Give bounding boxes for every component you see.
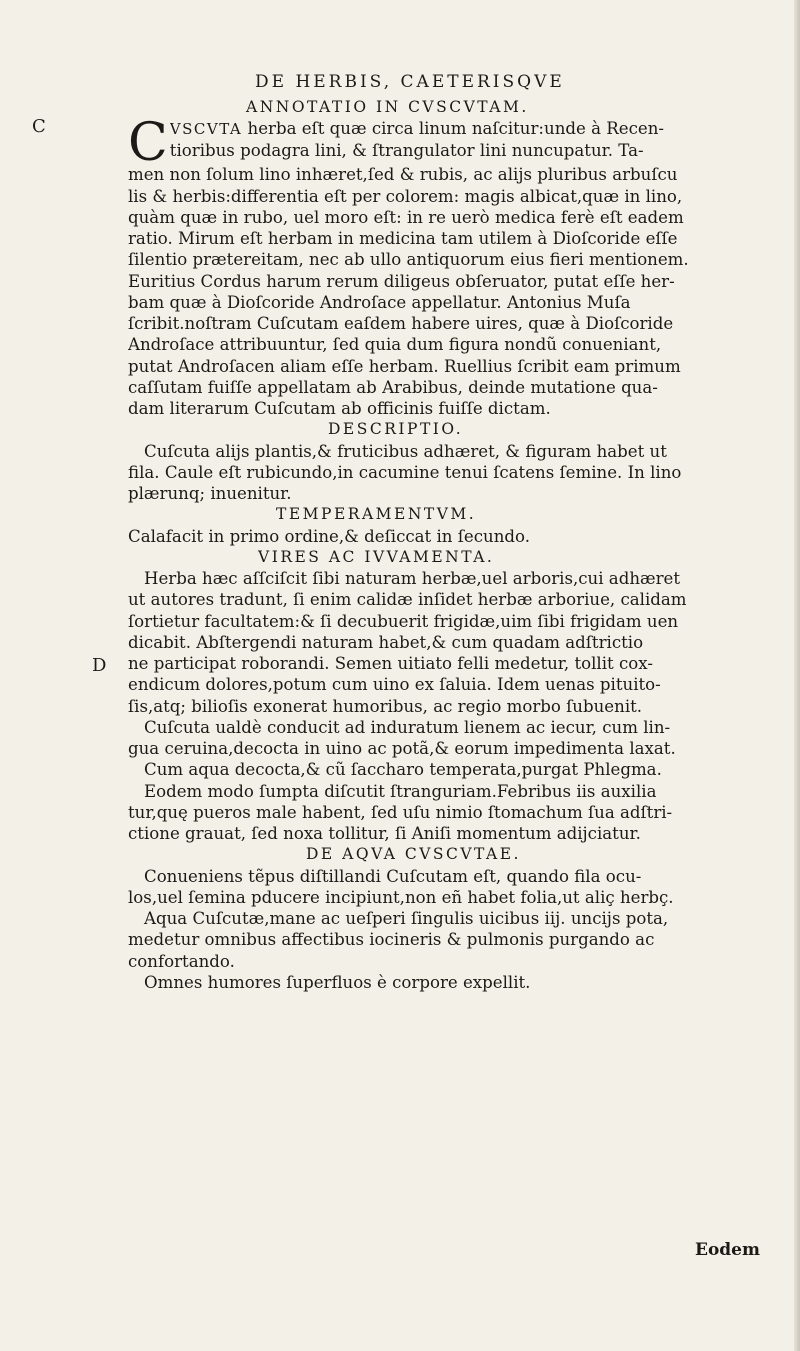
- section-heading-temperamentum: TEMPERAMENTVM.: [276, 505, 477, 524]
- text-line: ctione grauat, ſed noxa tollitur, ſi Aniſi momentum adijciatur.: [128, 824, 641, 843]
- text-line: dam literarum Cuſcutam ab officinis fuiſſe dictam.: [128, 399, 551, 418]
- text-line: confortando.: [128, 951, 235, 971]
- text-line: Omnes humores ſuperfluos è corpore expellit.: [144, 972, 531, 992]
- catchword: Eodem: [695, 1240, 760, 1260]
- text-line: VSCVTA herba eſt quæ circa linum naſcitur:unde à Recen-: [169, 119, 664, 139]
- section-heading-vires: VIRES AC IVVAMENTA.: [258, 547, 495, 566]
- text-column: [128, 97, 768, 993]
- text-line: dicabit. Abſtergendi naturam habet,& cum quadam adſtrictio: [128, 632, 644, 652]
- section-heading-de-aqua: DE AQVA CVSCVTAE.: [306, 845, 521, 864]
- text-line: ſilentio prætereitam, nec ab ullo antiquorum eius fieri mentionem.: [128, 250, 689, 270]
- margin-letter-d: D: [92, 655, 107, 676]
- text-line: Herba hæc aſſciſcit ſibi naturam herbæ,uel arboris,cui adhæret: [144, 569, 681, 588]
- text-line: lis & herbis:differentia eſt per colorem: magis albicat,quæ in lino,: [128, 186, 683, 206]
- first-word-caps: VSCVTA: [169, 120, 243, 139]
- text-line: Euritius Cordus harum rerum diligeus obſeruator, putat eſſe her-: [128, 271, 675, 291]
- text-line: Conueniens tẽpus diſtillandi Cuſcutam eſt, quando fila ocu-: [144, 866, 642, 886]
- text-line: bam quæ à Dioſcoride Androſace appellatur. Antonius Muſa: [128, 292, 631, 312]
- text-line: ſortietur facultatem:& ſi decubuerit frigidæ,uim ſibi frigidam uen: [128, 611, 679, 631]
- text-line: Cum aqua decocta,& cũ ſaccharo temperata,purgat Phlegma.: [144, 760, 662, 780]
- text-line: Calafacit in primo ordine,& deſiccat in ſecundo.: [128, 526, 530, 546]
- text-line: quàm quæ in rubo, uel moro eſt: in re uerò medica ferè eſt eadem: [128, 207, 684, 227]
- text-line: ut autores tradunt, ſi enim calidæ inſidet herbæ arboriue, calidam: [128, 590, 687, 610]
- text-line: Cuſcuta ualdè conducit ad induratum lienem ac iecur, cum lin-: [144, 717, 671, 737]
- text-line: Cuſcuta alijs plantis,& fruticibus adhæret, & figuram habet ut: [144, 441, 667, 461]
- text-line: putat Androſacen aliam eſſe herbam. Ruellius ſcribit eam primum: [128, 356, 681, 376]
- text-line: Aqua Cuſcutæ,mane ac ueſperi ſingulis uicibus iij. uncijs pota,: [144, 909, 669, 928]
- text-line: ratio. Mirum eſt herbam in medicina tam utilem à Dioſcoride eſſe: [128, 229, 678, 248]
- text-line: Eodem modo ſumpta diſcutit ſtranguriam.Febribus iis auxilia: [144, 781, 657, 801]
- text-line: los,uel ſemina pducere incipiunt,non eñ habet folia,ut aliç herbç.: [128, 887, 674, 907]
- text-line: medetur omnibus affectibus iocineris & pulmonis purgando ac: [128, 930, 655, 950]
- drop-cap: C: [128, 113, 168, 174]
- text-line: Androſace attribuuntur, ſed quia dum figura nondũ conueniant,: [128, 335, 662, 355]
- text-line: plærunq; inuenitur.: [128, 484, 292, 503]
- text-line: men non ſolum lino inhæret,ſed & rubis, ac alijs pluribus arbuſcu: [128, 165, 678, 185]
- text-line: ſis,atq; bilioſis exonerat humoribus, ac regio morbo ſubuenit.: [128, 696, 643, 716]
- section-heading-annotatio: ANNOTATIO IN CVSCVTAM.: [246, 98, 529, 116]
- text-line: endicum dolores,potum cum uino ex ſaluia. Idem uenas pituito-: [128, 675, 661, 695]
- running-head: DE HERBIS, CAETERISQVE: [255, 72, 565, 92]
- text-line: ne participat roborandi. Semen uitiato felli medetur, tollit cox-: [128, 654, 653, 673]
- text-line: caſſutam fuiſſe appellatam ab Arabibus, deinde mutatione qua-: [128, 377, 658, 397]
- text-line: tur,quę pueros male habent, ſed uſu nimio ſtomachum ſua adſtri-: [128, 802, 673, 822]
- annotatio-text: [128, 113, 768, 419]
- page-edge: [794, 0, 800, 1351]
- text-line: fila. Caule eſt rubicundo,in cacumine tenui ſcatens ſemine. In lino: [128, 462, 682, 482]
- margin-letter-c: C: [32, 116, 46, 137]
- section-heading-descriptio: DESCRIPTIO.: [328, 420, 464, 439]
- text-line: ſcribit.noſtram Cuſcutam eaſdem habere uires, quæ à Dioſcoride: [128, 314, 674, 333]
- text-line: gua ceruina,decocta in uino ac potã,& eorum impedimenta laxat.: [128, 739, 676, 758]
- text-line: tioribus podagra lini, & ſtrangulator lini nuncupatur. Ta-: [169, 140, 644, 160]
